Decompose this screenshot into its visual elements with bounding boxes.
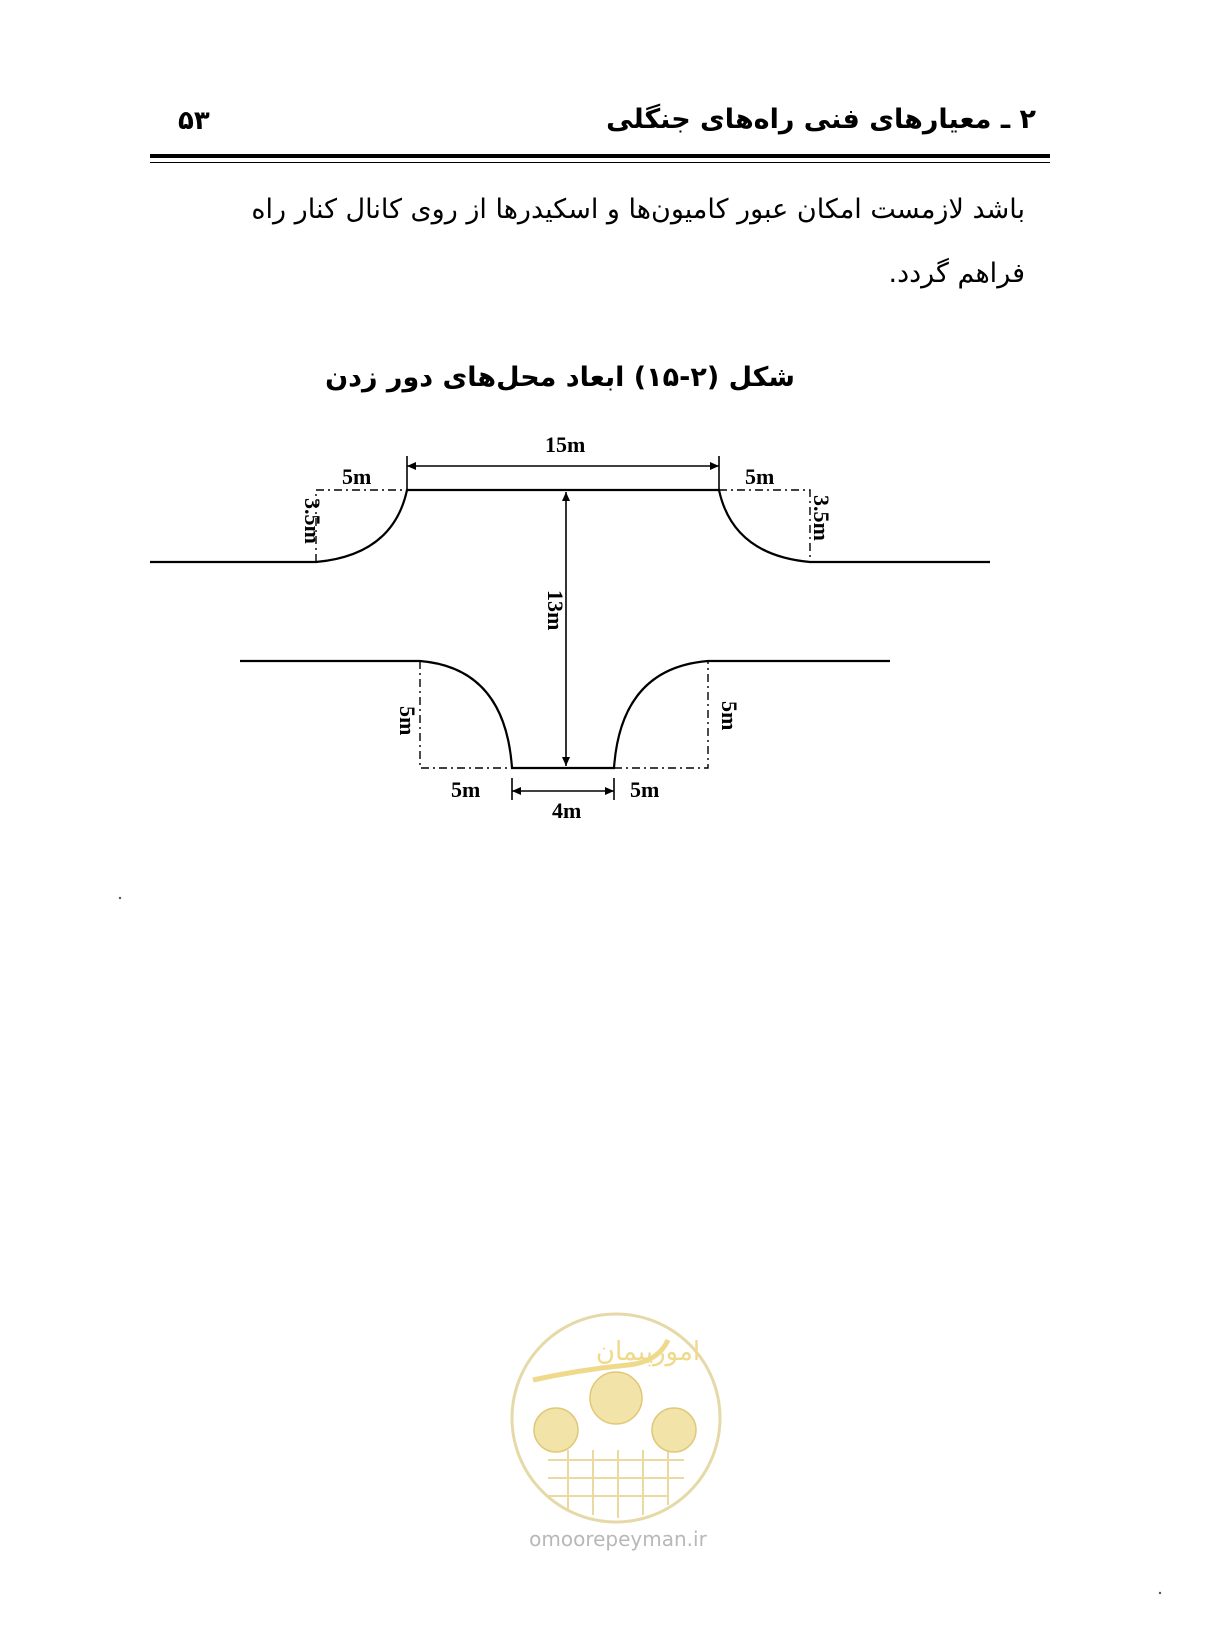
label-5m-bottom-left: 5m [395,706,420,736]
label-5m-bottom-right-offset: 5m [630,777,660,802]
watermark-url: omoorepeyman.ir [529,1527,707,1551]
label-5m-top-right: 5m [745,464,775,489]
label-5m-bottom-left-offset: 5m [451,777,481,802]
label-5m-bottom-right: 5m [717,701,742,731]
label-3-5m-left: 3.5m [300,498,325,544]
figure-caption: شکل (۲-۱۵) ابعاد محل‌های دور زدن [325,362,795,393]
dashed-guide-lower-left [420,661,512,768]
label-3-5m-right: 3.5m [809,495,834,541]
body-line-1: باشد لازمست امکان عبور کامیون‌ها و اسکیدرها از روی کانال کنار راه [251,194,1025,225]
label-15m: 15m [545,432,586,457]
label-13m: 13m [543,590,568,631]
chapter-title: ۲ ـ معیارهای فنی راه‌های جنگلی [606,104,1036,135]
stamp-logo [508,1310,724,1526]
upper-road-edge [150,490,990,562]
label-4m: 4m [552,798,582,823]
body-line-2: فراهم گردد. [888,258,1025,289]
label-5m-top-left: 5m [342,464,372,489]
lower-road-edge [240,661,890,768]
dashed-guide-lower-right [614,661,708,768]
stamp-text: امورپیمان [595,1337,701,1367]
page-number: ۵۳ [178,106,210,136]
